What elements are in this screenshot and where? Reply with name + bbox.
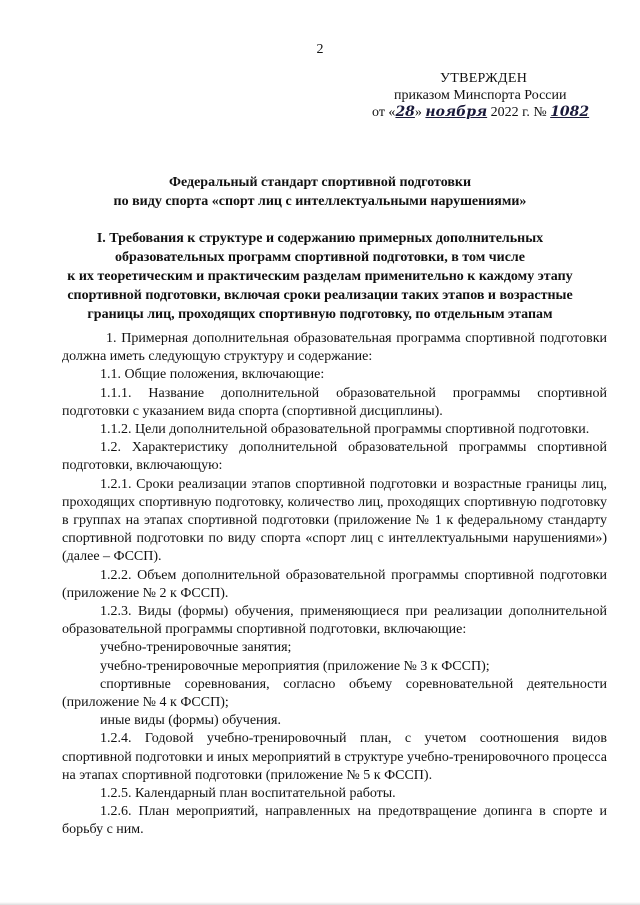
approval-date-mid: » <box>414 105 426 120</box>
paragraph: учебно-тренировочные занятия; <box>100 640 292 656</box>
standard-title-line: по виду спорта «спорт лиц с интеллектуальными нарушениями» <box>113 194 527 209</box>
paragraph: 1. Примерная дополнительная образовательная программа спортивной подготовки должна иметь следующую структуру и содержание: <box>62 331 607 365</box>
approval-stamp <box>372 70 622 121</box>
paragraph: 1.2.2. Объем дополнительной образовательной программы спортивной подготовки (приложение № 2 к ФССП). <box>62 567 607 601</box>
paragraph: спортивные соревнования, согласно объему соревновательной деятельности (приложение № 4 к ФССП); <box>62 676 607 711</box>
section-heading-line: к их теоретическим и практическим разделам применительно к каждому этапу <box>67 269 573 284</box>
standard-title-line: Федеральный стандарт спортивной подготовки <box>168 175 472 190</box>
paragraph: 1.1. Общие положения, включающие: <box>100 367 325 383</box>
section-heading-line: I. Требования к структуре и содержанию примерных дополнительных <box>96 231 544 246</box>
paragraph: 1.2.6. План мероприятий, направленных на предотвращение допинга в спорте и борьбу с ним. <box>62 804 607 838</box>
section-heading-line: образовательных программ спортивной подготовки, в том числе <box>115 250 525 265</box>
approval-title: УТВЕРЖДЕН <box>440 71 528 86</box>
approval-date-prefix: от « <box>372 105 396 120</box>
paragraph: учебно-тренировочные мероприятия (приложение № 3 к ФССП); <box>100 658 490 674</box>
paragraph: 1.2.3. Виды (формы) обучения, применяющиеся при реализации дополнительной образовательной программы спортивной подготовки, включающие: <box>62 604 607 638</box>
paragraph: 1.1.1. Название дополнительной образовательной программы спортивной подготовки с указанием вида спорта (спортивной дисциплины). <box>62 385 607 419</box>
paragraph: 1.1.2. Цели дополнительной образовательной программы спортивной подготовки. <box>100 422 590 438</box>
approval-date-line <box>372 104 622 121</box>
approval-order-number: 1082 <box>550 104 590 120</box>
section-heading-line: спортивной подготовки, включая сроки реализации таких этапов и возрастные <box>67 288 573 303</box>
approval-month: ноября <box>425 104 488 120</box>
paragraph: иные виды (формы) обучения. <box>100 713 281 729</box>
approval-year-text: 2022 г. № <box>487 105 551 120</box>
section-heading-line: границы лиц, проходящих спортивную подготовку, по отдельным этапам <box>87 307 553 322</box>
standard-title <box>40 173 600 211</box>
paragraph: 1.2.5. Календарный план воспитательной работы. <box>100 786 396 802</box>
body-text <box>62 330 607 840</box>
page-number: 2 <box>316 42 324 57</box>
paragraph: 1.2.4. Годовой учебно-тренировочный план, с учетом соотношения видов спортивной подготовки и иных мероприятий в структуре учебно-тренировочного процесса на этапах спортивной подготовки (приложение № 5 к ФССП). <box>62 731 607 783</box>
approval-day: 28 <box>395 104 415 120</box>
paragraph: 1.2.1. Сроки реализации этапов спортивной подготовки и возрастные границы лиц, проходящих спортивную подготовку, количество лиц, проходящих спортивную подготовку в группах на этапах спортивной подготовки (приложение № 1 к федеральному стандарту спортивной подготовки по виду спорта «спорт лиц с интеллектуальными нарушениями») (далее – ФССП). <box>62 476 607 565</box>
approval-issuer: приказом Минспорта России <box>394 88 567 103</box>
section-heading <box>36 229 604 324</box>
paragraph: 1.2. Характеристику дополнительной образовательной программы спортивной подготовки, включающую: <box>62 440 607 474</box>
